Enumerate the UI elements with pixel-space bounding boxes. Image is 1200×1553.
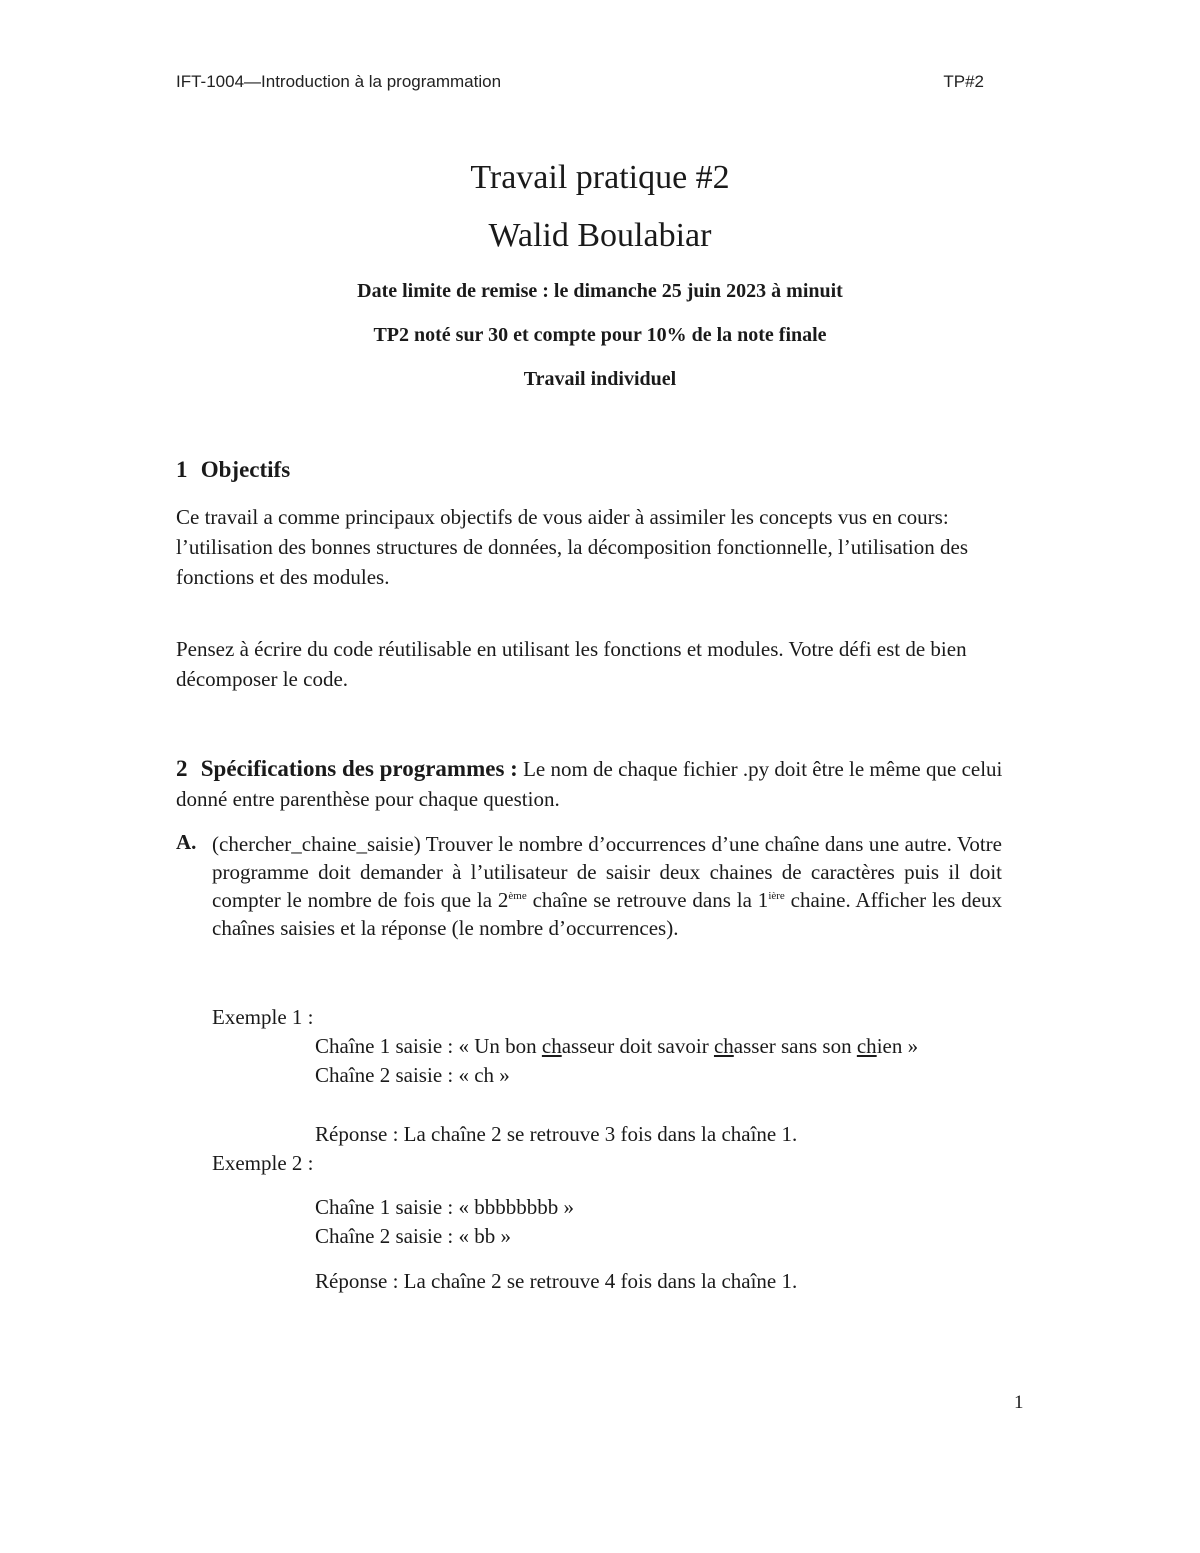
example-2-label: Exemple 2 :: [212, 1151, 314, 1175]
title-block: [0, 155, 1200, 393]
section-1-title: Objectifs: [200, 457, 291, 482]
grading-info: TP2 noté sur 30 et compte pour 10% de la note finale: [373, 324, 827, 346]
section-1-number: 1: [176, 457, 188, 482]
page-number: 1: [1014, 1392, 1024, 1413]
question-a-text: [212, 830, 1002, 942]
section-1-paragraph-2: Pensez à écrire du code réutilisable en utilisant les fonctions et modules. Votre défi est de bien décomposer le code.: [176, 637, 967, 691]
example-1-label: Exemple 1 :: [212, 1005, 314, 1029]
example-1-line-1-mid-1: asseur doit savoir: [561, 1034, 714, 1058]
example-1-line-1-prefix: Chaîne 1 saisie : « Un bon: [315, 1034, 542, 1058]
page-header: [176, 72, 984, 92]
example-1-answer: Réponse : La chaîne 2 se retrouve 3 fois dans la chaîne 1.: [315, 1122, 798, 1146]
example-2-answer: Réponse : La chaîne 2 se retrouve 4 fois dans la chaîne 1.: [315, 1269, 798, 1293]
section-1-heading: [176, 455, 1008, 485]
work-type: Travail individuel: [523, 368, 677, 390]
question-a-text-part-1: (chercher_chaine_saisie) Trouver le nombre d’occurrences d’une chaîne dans une autre. Votre programme doit demander à l’utilisateur de saisir deux chaines de caractères puis il doit compter le nombre de fois que la 2: [212, 832, 1002, 912]
question-a-text-part-2: chaîne se retrouve dans la 1: [526, 888, 769, 912]
underlined-ch-3: ch: [856, 1034, 877, 1058]
document-title: Travail pratique #2: [470, 159, 730, 196]
author-name: Walid Boulabiar: [488, 217, 712, 254]
course-title: IFT-1004—Introduction à la programmation: [176, 72, 502, 91]
section-2-heading: [176, 754, 1008, 814]
section-1-paragraph-1: Ce travail a comme principaux objectifs de vous aider à assimiler les concepts vus en cours: l’utilisation des bonnes structures de données, la décomposition fonctionnelle, l’utilisation des fonctions et des modules.: [176, 505, 969, 589]
example-1-line-2: Chaîne 2 saisie : « ch »: [315, 1063, 510, 1087]
example-1-line-1-suffix: ien »: [876, 1034, 919, 1058]
example-1-line-1: [315, 1031, 918, 1061]
question-a-label: A.: [176, 830, 197, 854]
question-a-text-part-3: chaine. Afficher les deux chaînes saisies et la réponse (le nombre d’occurrences).: [212, 888, 1003, 940]
superscript-eme: ème: [508, 890, 527, 902]
underlined-ch-2: ch: [713, 1034, 734, 1058]
example-1-line-1-mid-2: asser sans son: [733, 1034, 857, 1058]
section-2-title: Spécifications des programmes :: [200, 756, 518, 781]
underlined-ch-1: ch: [541, 1034, 562, 1058]
tp-label: TP#2: [943, 72, 984, 91]
deadline: Date limite de remise : le dimanche 25 juin 2023 à minuit: [357, 280, 843, 302]
section-2-number: 2: [176, 756, 188, 781]
example-2-line-1: Chaîne 1 saisie : « bbbbbbbb »: [315, 1195, 574, 1219]
example-2-line-2: Chaîne 2 saisie : « bb »: [315, 1224, 511, 1248]
section-2-intro: Le nom de chaque fichier .py doit être le même que celui donné entre parenthèse pour chaque question.: [176, 757, 1003, 811]
superscript-iere: ière: [768, 890, 785, 902]
